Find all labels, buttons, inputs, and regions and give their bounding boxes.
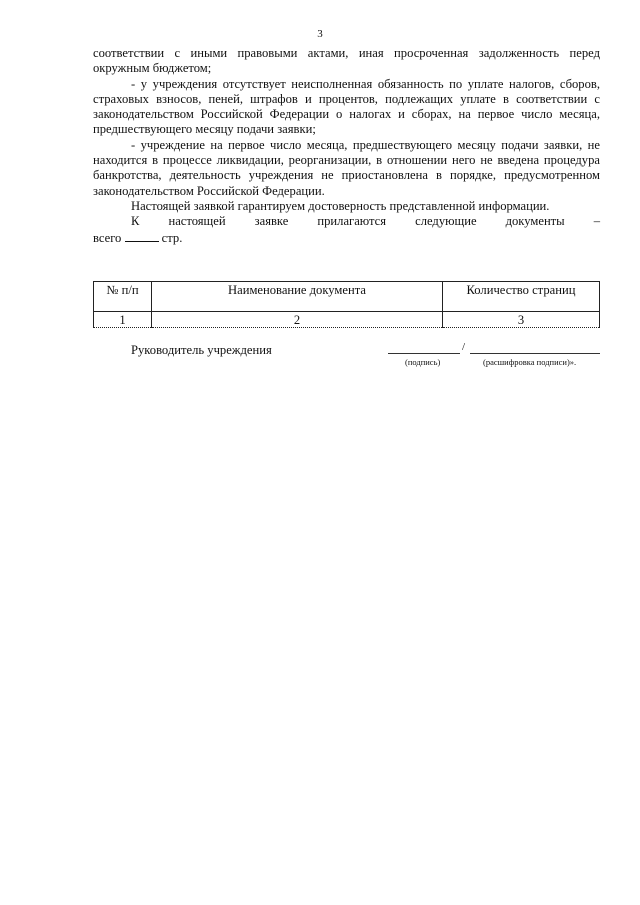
cell-number: 1 — [94, 312, 152, 328]
paragraph-debt: соответствии с иными правовыми актами, иная просроченная задолженность перед окружным бюджетом; — [93, 46, 600, 76]
total-pages-blank — [125, 230, 159, 242]
table-row — [94, 312, 600, 328]
signature-decoding-line — [470, 353, 600, 354]
header-number: № п/п — [94, 282, 152, 312]
paragraph-guarantee: Настоящей заявкой гарантируем достоверность представленной информации. — [131, 198, 550, 213]
signature-label: Руководитель учреждения — [131, 343, 272, 357]
signature-decoding-caption: (расшифровка подписи)». — [483, 357, 577, 367]
documents-table — [93, 281, 600, 328]
paragraph-liquidation: - учреждение на первое число месяца, предшествующего месяцу подачи заявки, не находится в процессе ликвидации, реорганизации, в отношении него не введена процедура банкротства, деятельность учреждения не приостановлена в порядке, предусмотренном законодательством Российской Федерации. — [93, 137, 600, 198]
signature-caption: (подпись) — [405, 357, 441, 367]
header-document-name: Наименование документа — [152, 282, 443, 312]
cell-page-count: 3 — [443, 312, 600, 328]
table-header-row — [94, 282, 600, 312]
document-body — [93, 46, 600, 246]
signature-separator: / — [462, 341, 466, 353]
total-suffix: стр. — [161, 230, 183, 245]
total-pages-line — [93, 230, 600, 246]
paragraph-attachments: К настоящей заявке прилагаются следующие документы – — [131, 214, 600, 229]
signature-line — [388, 353, 460, 354]
page-number: 3 — [317, 28, 323, 40]
paragraph-taxes: - у учреждения отсутствует неисполненная обязанность по уплате налогов, сборов, страховых взносов, пеней, штрафов и процентов, подлежащих уплате в соответствии с законодательством Российской Федерации о налогах и сборах, на первое число месяца, предшествующего месяцу подачи заявки; — [93, 76, 600, 137]
total-prefix: всего — [93, 230, 122, 245]
header-page-count: Количество страниц — [443, 282, 600, 312]
cell-document-name: 2 — [152, 312, 443, 328]
